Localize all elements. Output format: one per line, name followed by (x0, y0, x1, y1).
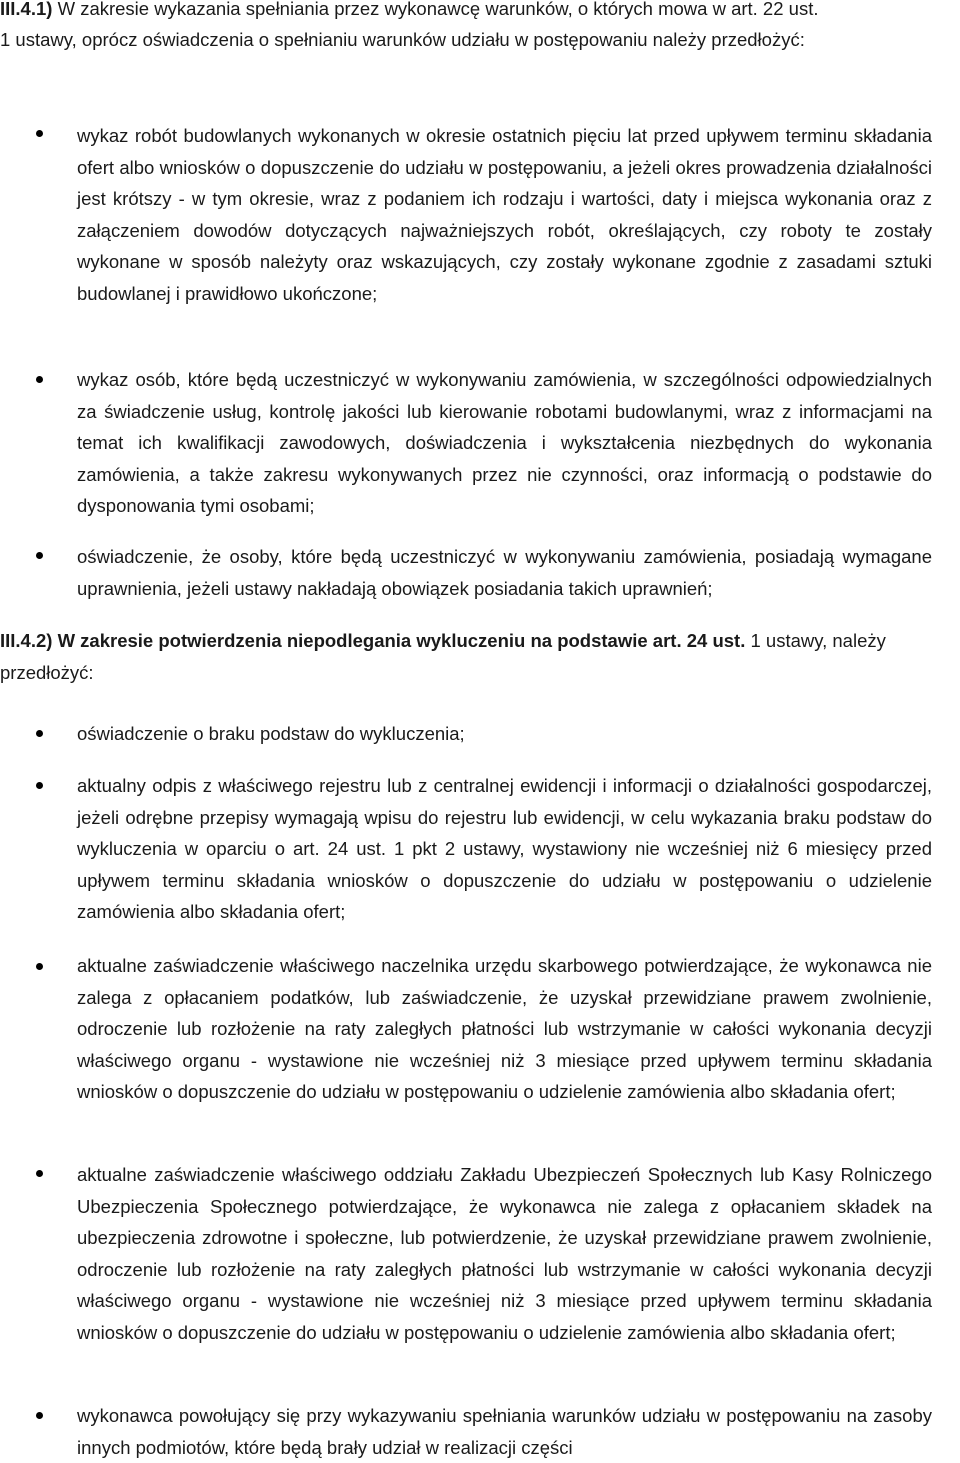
bullet-icon (36, 552, 43, 559)
list-item-persons-list: wykaz osób, które będą uczestniczyć w wykonywaniu zamówienia, w szczególności odpowiedzialnych za świadczenie usług, kontrolę jakości lub kierowanie robotami budowlanymi, wraz z informacjami na temat ich kwalifikacji zawodowych, doświadczenia i wykształcenia niezbędnych do wykonania zamówienia, a także zakresu wykonywanych przez nie czynności, oraz informacją o podstawie do dysponowania tymi osobami; (77, 369, 932, 516)
section-heading-iii-4-1 (0, 0, 960, 25)
section-number: III.4.1) (0, 0, 53, 19)
bullet-icon (36, 376, 43, 383)
bullet-icon (36, 130, 43, 137)
list-item-no-exclusion-statement: oświadczenie o braku podstaw do wykluczenia; (77, 723, 465, 744)
section-heading-text: W zakresie wykazania spełniania przez wykonawcę warunków, o których mowa w art. 22 ust. (57, 0, 819, 19)
list-item-registry-extract: aktualny odpis z właściwego rejestru lub z centralnej ewidencji i informacji o działalności gospodarczej, jeżeli odrębne przepisy wymagają wpisu do rejestru lub ewidencji, w celu wykazania braku podstaw do wykluczenia w oparciu o art. 24 ust. 1 pkt 2 ustawy, wystawiony nie wcześniej niż 6 miesięcy przed upływem terminu składania wniosków o dopuszczenie do udziału w postępowaniu o udzielenie zamówienia albo składania ofert; (77, 775, 932, 922)
list-item-third-party-resources: wykonawca powołujący się przy wykazywaniu spełniania warunków udziału w postępowaniu na zasoby innych podmiotów, które będą brały udział w realizacji części (77, 1405, 932, 1458)
bullet-icon (36, 1170, 43, 1177)
section-heading-iii-4-2 (0, 625, 960, 688)
bullet-icon (36, 782, 43, 789)
section-heading-continuation: 1 ustawy, oprócz oświadczenia o spełnianiu warunków udziału w postępowaniu należy przedłożyć: (0, 29, 805, 50)
bullet-icon (36, 730, 43, 737)
list-item-qualifications-statement: oświadczenie, że osoby, które będą uczestniczyć w wykonywaniu zamówienia, posiadają wymagane uprawnienia, jeżeli ustawy nakładają obowiązek posiadania takich uprawnień; (77, 546, 932, 599)
list-item-tax-certificate: aktualne zaświadczenie właściwego naczelnika urzędu skarbowego potwierdzające, że wykonawca nie zalega z opłacaniem podatków, lub zaświadczenie, że uzyskał przewidziane prawem zwolnienie, odroczenie lub rozłożenie na raty zaległych płatności lub wstrzymanie w całości wykonania decyzji właściwego organu - wystawione nie wcześniej niż 3 miesiące przed upływem terminu składania wniosków o dopuszczenie do udziału w postępowaniu o udzielenie zamówienia albo składania ofert; (77, 955, 932, 1102)
bullet-icon (36, 1412, 43, 1419)
section-heading-text: III.4.2) W zakresie potwierdzenia niepodlegania wykluczeniu na podstawie art. 24 ust. (0, 630, 746, 651)
list-item-social-insurance-certificate: aktualne zaświadczenie właściwego oddziału Zakładu Ubezpieczeń Społecznych lub Kasy Rolniczego Ubezpieczenia Społecznego potwierdzające, że wykonawca nie zalega z opłacaniem składek na ubezpieczenia zdrowotne i społeczne, lub potwierdzenie, że uzyskał przewidziane prawem zwolnienie, odroczenie lub rozłożenie na raty zaległych płatności lub wstrzymanie w całości wykonania decyzji właściwego organu - wystawione nie wcześniej niż 3 miesiące przed upływem terminu składania wniosków o dopuszczenie do udziału w postępowaniu o udzielenie zamówienia albo składania ofert; (77, 1164, 932, 1343)
section-heading-tail: 1 ustawy, należy przedłożyć: (0, 630, 886, 683)
list-item-robot-list: wykaz robót budowlanych wykonanych w okresie ostatnich pięciu lat przed upływem terminu składania ofert albo wniosków o dopuszczenie do udziału w postępowaniu, a jeżeli okres prowadzenia działalności jest krótszy - w tym okresie, wraz z podaniem ich rodzaju i wartości, daty i miejsca wykonania oraz z załączeniem dowodów dotyczących najważniejszych robót, określających, czy roboty te zostały wykonane w sposób należyty oraz wskazujących, czy zostały wykonane zgodnie z zasadami sztuki budowlanej i prawidłowo ukończone; (77, 125, 932, 304)
bullet-icon (36, 963, 43, 970)
